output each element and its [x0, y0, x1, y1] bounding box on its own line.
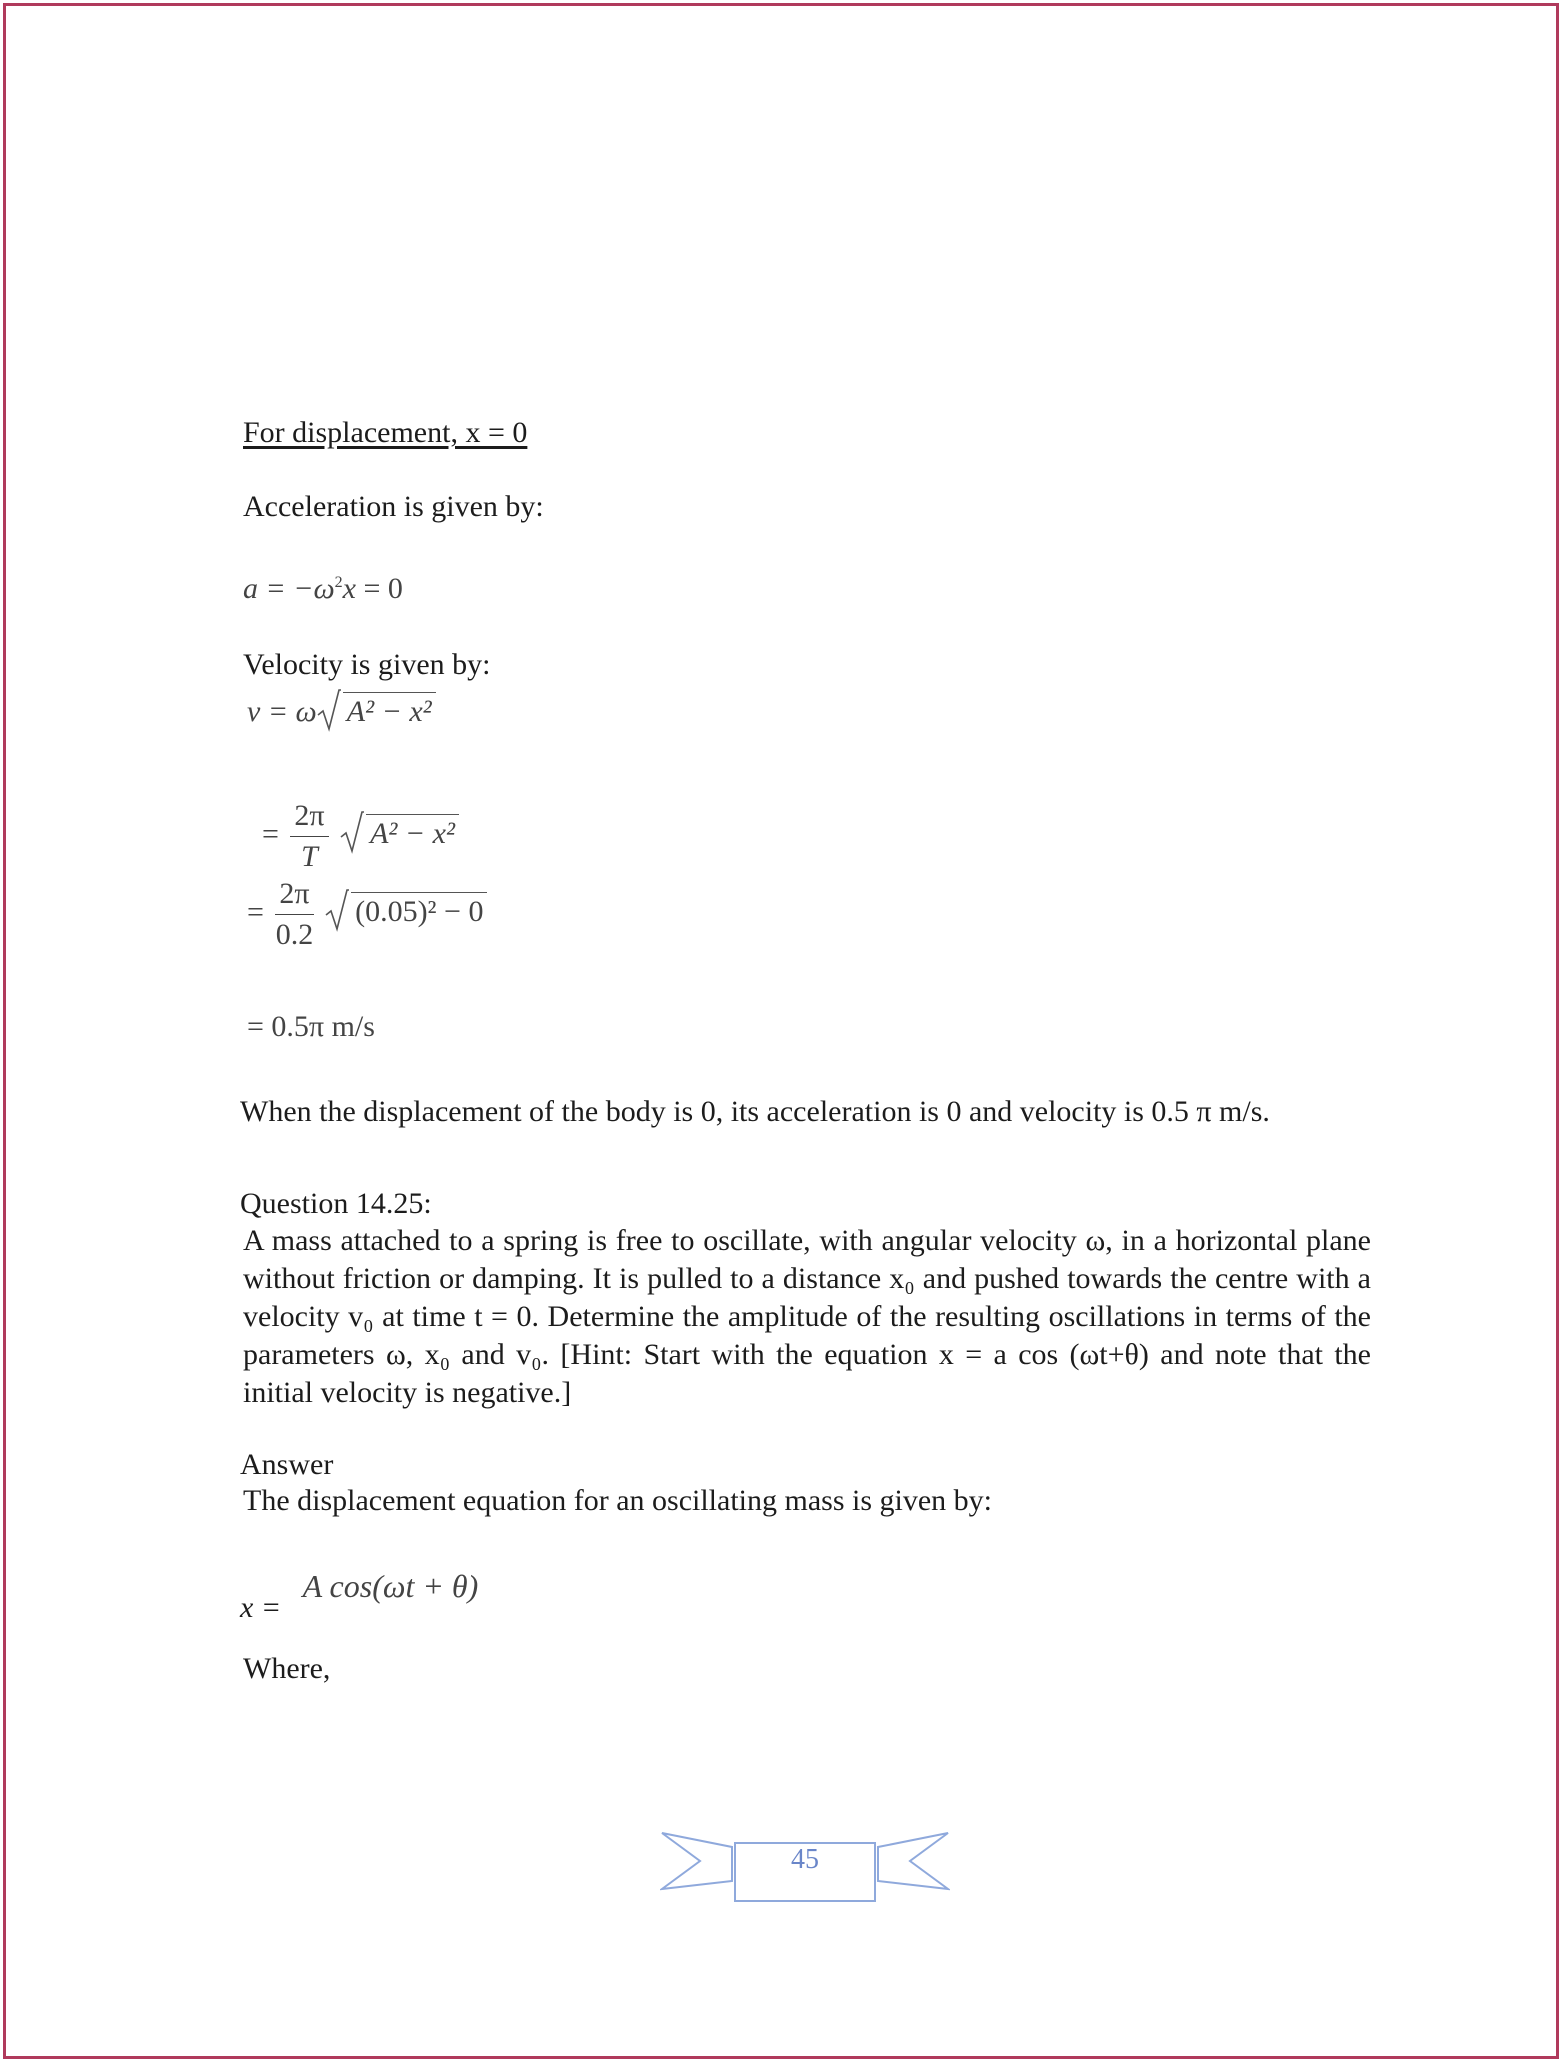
vel2-den: T — [301, 840, 318, 873]
velocity-equation-1 — [247, 695, 442, 729]
sqrt-icon — [317, 695, 442, 729]
vel3-fraction — [275, 874, 313, 955]
vel3-radicand: (0.05)² − 0 — [351, 892, 487, 930]
accel-mid: = −ω — [265, 572, 335, 605]
sqrt-icon — [325, 895, 493, 929]
acceleration-equation — [243, 572, 403, 606]
radical-sign-icon — [325, 889, 349, 933]
velocity-equation-4: = 0.5π m/s — [247, 1010, 375, 1043]
question-text: A mass attached to a spring is free to oscillate, with angular velocity ω, in a horizontal plane without friction or damping. It is pulled to a distance x₀ and pushed towards the centre with a velocity v₀ at time t = 0. Determine the amplitude of the resulting oscillations in terms of the parameters ω, x₀ and v₀. [Hint: Start with the equation x = a cos (ωt+θ) and note that the initial velocity is negative.] — [243, 1224, 1371, 1409]
accel-rhs: = 0 — [363, 572, 403, 605]
accel-sup: 2 — [334, 574, 343, 591]
sqrt-icon — [340, 817, 465, 851]
disp-rhs: A cos(ωt + θ) — [302, 1568, 479, 1604]
acceleration-label: Acceleration is given by: — [243, 490, 544, 523]
page-number: 45 — [791, 1844, 819, 1875]
disp-lhs: x = — [240, 1591, 282, 1624]
conclusion-text: When the displacement of the body is 0, its acceleration is 0 and velocity is 0.5 π m/s. — [240, 1095, 1270, 1128]
page-border — [3, 3, 1559, 2059]
radical-sign-icon — [340, 811, 364, 855]
displacement-equation — [240, 1568, 479, 1624]
vel2-fraction — [290, 796, 328, 877]
question-title: Question 14.25: — [240, 1187, 432, 1220]
vel2-num: 2π — [290, 796, 328, 837]
velocity-equation-3 — [247, 874, 493, 955]
vel2-radicand: A² − x² — [366, 814, 459, 852]
vel1-lhs: v = ω — [247, 695, 317, 728]
where-label: Where, — [243, 1652, 331, 1685]
heading-displacement: For displacement, x = 0 — [243, 416, 528, 449]
vel3-eq: = — [247, 895, 264, 929]
vel1-radicand: A² − x² — [343, 692, 436, 730]
vel3-num: 2π — [275, 874, 313, 915]
vel3-den: 0.2 — [275, 918, 314, 951]
velocity-label: Velocity is given by: — [243, 648, 491, 681]
velocity-equation-2 — [262, 796, 465, 877]
accel-var: x — [342, 572, 356, 605]
answer-title: Answer — [240, 1448, 334, 1481]
vel2-eq: = — [262, 817, 279, 851]
radical-sign-icon — [317, 689, 341, 733]
answer-text: The displacement equation for an oscillating mass is given by: — [243, 1484, 992, 1517]
accel-lhs: a — [243, 572, 258, 605]
